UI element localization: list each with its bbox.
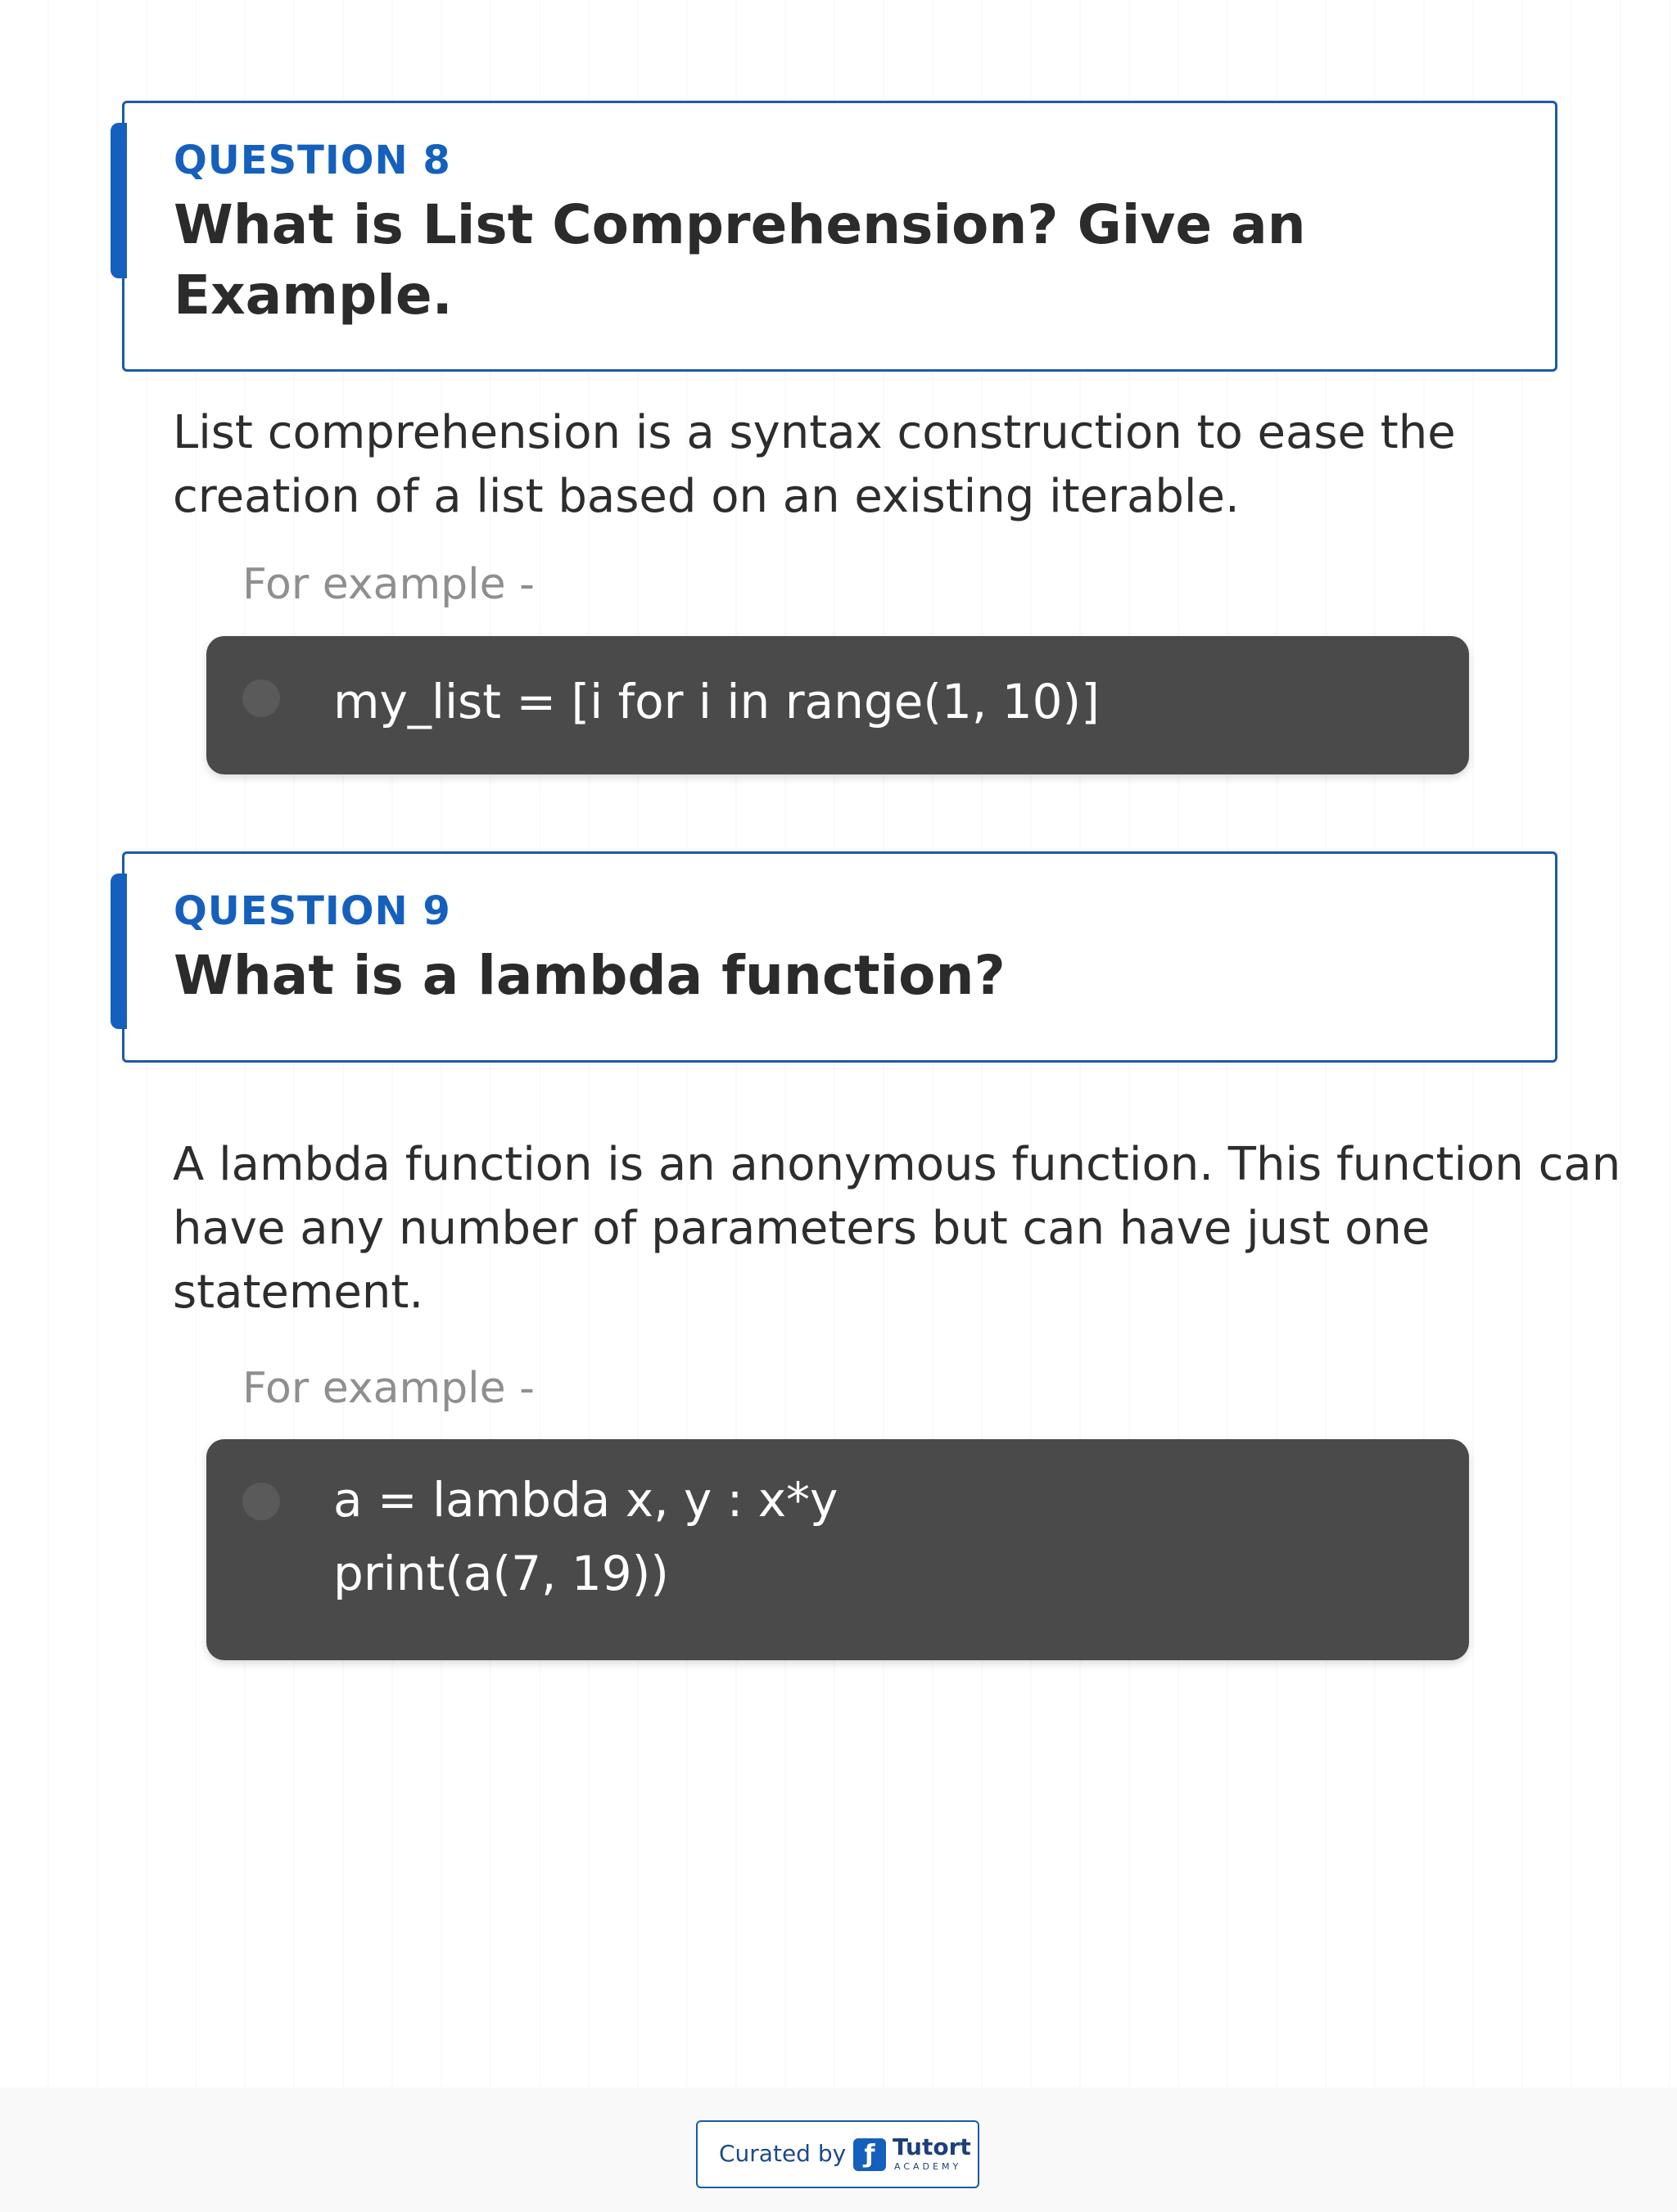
- tutort-logo-icon: ƒ: [853, 2138, 886, 2171]
- answer-text: A lambda function is an anonymous function. This function can have any number of parameters but can have just one statement.: [173, 1138, 1621, 1319]
- bullet-dot: [242, 1483, 280, 1520]
- curated-by-badge: [696, 2120, 979, 2188]
- question-number: QUESTION 8: [174, 138, 451, 183]
- question-accent-bar: [111, 123, 127, 278]
- code-block: [206, 636, 1469, 774]
- question-9-card: [122, 851, 1557, 1063]
- code-line: my_list = [i for i in range(1, 10)]: [333, 674, 1100, 729]
- question-title: What is a lambda function?: [174, 944, 1006, 1007]
- brand-sub: ACADEMY: [894, 2161, 962, 2172]
- answer-text: List comprehension is a syntax construction to ease the creation of a list based on an existing iterable.: [173, 406, 1456, 523]
- brand-name: Tutort: [893, 2133, 971, 2160]
- code-line: print(a(7, 19)): [333, 1546, 669, 1601]
- bullet-dot: [242, 679, 280, 717]
- code-line: a = lambda x, y : x*y: [333, 1472, 838, 1528]
- question-title: What is List Comprehension? Give an Example.: [174, 193, 1306, 327]
- code-block: [206, 1439, 1469, 1660]
- curated-by-label: Curated by: [719, 2140, 847, 2167]
- example-label: For example -: [242, 560, 535, 609]
- question-accent-bar: [111, 874, 127, 1029]
- example-label: For example -: [242, 1364, 535, 1413]
- question-8-card: [122, 101, 1557, 372]
- question-number: QUESTION 9: [174, 888, 451, 934]
